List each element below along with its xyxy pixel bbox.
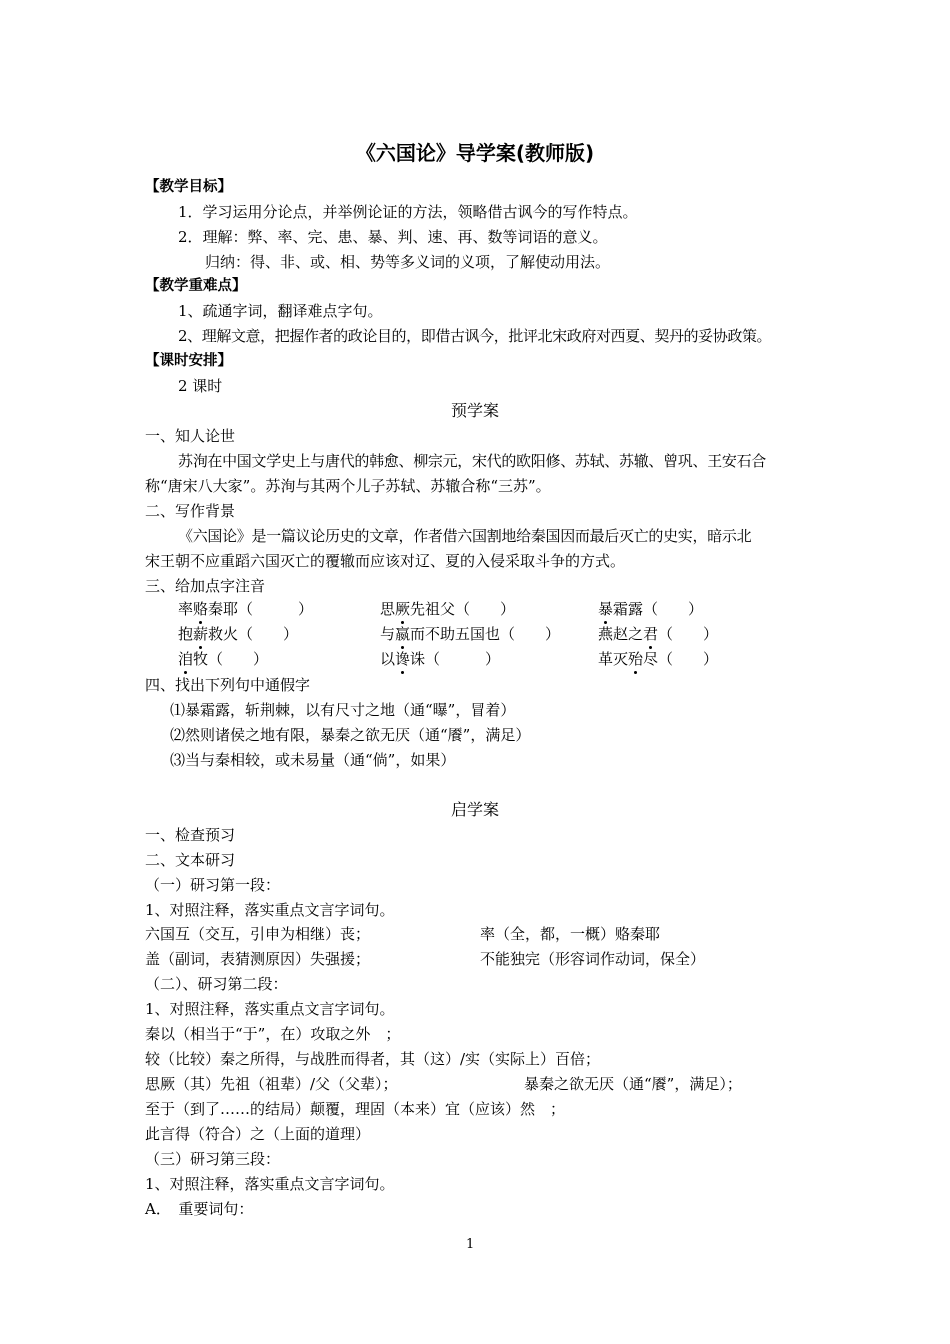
dotted-char: 谗 — [395, 650, 411, 668]
difficulties-heading: 【教学重难点】 — [145, 278, 247, 294]
schedule-value: 2 课时 — [178, 377, 223, 395]
pinyin-item: 思厥先祖父（ ） — [380, 600, 516, 618]
pinyin-item: 革灭殆尽（ ） — [598, 650, 719, 668]
inspire-line: （二）、研习第二段： — [145, 975, 288, 993]
preview-section-1-title: 一、知人论世 — [145, 427, 236, 445]
schedule-heading: 【课时安排】 — [145, 353, 232, 369]
loanword-line-1: ⑴暴霜露，斩荆棘，以有尺寸之地（通“曝”，冒着） — [170, 701, 516, 719]
pinyin-item: 率赂秦耶（ ） — [178, 600, 314, 618]
dotted-char: 厥 — [395, 600, 411, 618]
inspire-line: 秦以（相当于“于”，在）攻取之外 ； — [145, 1025, 401, 1043]
preview-heading: 预学案 — [450, 401, 499, 420]
difficulties-item-2: 2、理解文意，把握作者的政论目的，即借古讽今，批评北宋政府对西夏、契丹的妥协政策。 — [178, 327, 772, 345]
preview-section-2-title: 二、写作背景 — [145, 502, 236, 520]
goals-item-2: 2．理解：弊、率、完、患、暴、判、速、再、数等词语的意义。 — [178, 228, 608, 246]
pinyin-item: 燕赵之君（ ） — [598, 625, 719, 643]
inspire-line: 二、文本研习 — [145, 851, 236, 869]
preview-section-1-para-line-1: 苏洵在中国文学史上与唐代的韩愈、柳宗元，宋代的欧阳修、苏轼、苏辙、曾巩、王安石合 — [178, 452, 767, 470]
inspire-line: 率（全，都，一概）赂秦耶 — [480, 925, 661, 943]
inspire-line: 六国互（交互，引申为相继）丧； — [145, 925, 371, 943]
inspire-line: 一、检查预习 — [145, 826, 236, 844]
goals-item-1: 1．学习运用分论点，并举例论证的方法，领略借古讽今的写作特点。 — [178, 203, 638, 221]
dotted-char: 君 — [643, 625, 659, 643]
goals-heading: 【教学目标】 — [145, 179, 232, 195]
inspire-line: （三）研习第三段： — [145, 1150, 281, 1168]
preview-section-2-para-line-2: 宋王朝不应重蹈六国灭亡的覆辙而应该对辽、夏的入侵采取斗争的方式。 — [145, 552, 626, 570]
page-number: 1 — [466, 1237, 475, 1252]
difficulties-item-1: 1、疏通字词，翻译难点字句。 — [178, 302, 383, 320]
inspire-line: A． 重要词句： — [145, 1200, 254, 1218]
inspire-line: 1、对照注释，落实重点文言字词句。 — [145, 901, 395, 919]
preview-section-3-title: 三、给加点字注音 — [145, 577, 266, 595]
dotted-char: 赂 — [193, 600, 209, 618]
inspire-line: 至于（到了……的结局）颠覆，理固（本来）宜（应该）然 ； — [145, 1100, 566, 1118]
inspire-line: 此言得（符合）之（上面的道理） — [145, 1125, 371, 1143]
dotted-char: 嬴 — [395, 625, 411, 643]
inspire-line: 较（比较）秦之所得，与战胜而得者，其（这）/实（实际上）百倍； — [145, 1050, 601, 1068]
pinyin-item: 与嬴而不助五国也（ ） — [380, 625, 561, 643]
dotted-char: 暴 — [598, 600, 614, 618]
inspire-line: 1、对照注释，落实重点文言字词句。 — [145, 1175, 395, 1193]
inspire-line: （一）研习第一段： — [145, 876, 281, 894]
dotted-char: 殆 — [628, 650, 644, 668]
inspire-line: 1、对照注释，落实重点文言字词句。 — [145, 1000, 395, 1018]
loanword-line-2: ⑵然则诸侯之地有限，暴秦之欲无厌（通“餍”，满足） — [170, 726, 531, 744]
pinyin-item: 暴霜露（ ） — [598, 600, 704, 618]
pinyin-item: 抱薪救火（ ） — [178, 625, 299, 643]
inspire-line: 盖（副词，表猜测原因）失强援； — [145, 950, 371, 968]
preview-section-1-para-line-2: 称“唐宋八大家”。苏洵与其两个儿子苏轼、苏辙合称“三苏”。 — [145, 477, 551, 495]
preview-section-4-title: 四、找出下列句中通假字 — [145, 676, 311, 694]
goals-item-3: 归纳：得、非、或、相、势等多义词的义项，了解使动用法。 — [205, 253, 611, 271]
inspire-heading: 启学案 — [450, 800, 499, 819]
inspire-line: 思厥（其）先祖（祖辈）/父（父辈）； — [145, 1075, 398, 1093]
loanword-line-3: ⑶当与秦相较，或未易量（通“倘”，如果） — [170, 751, 456, 769]
page-title: 《六国论》导学案(教师版) — [355, 141, 595, 165]
inspire-line: 暴秦之欲无厌（通“餍”，满足）； — [524, 1075, 742, 1093]
dotted-char: 薪 — [193, 625, 209, 643]
pinyin-item: 洎牧（ ） — [178, 650, 269, 668]
preview-section-2-para-line-1: 《六国论》是一篇议论历史的文章，作者借六国割地给秦国因而最后灭亡的史实，暗示北 — [178, 527, 752, 545]
pinyin-item: 以谗诛（ ） — [380, 650, 501, 668]
inspire-line: 不能独完（形容词作动词，保全） — [480, 950, 706, 968]
dotted-char: 洎 — [178, 650, 194, 668]
